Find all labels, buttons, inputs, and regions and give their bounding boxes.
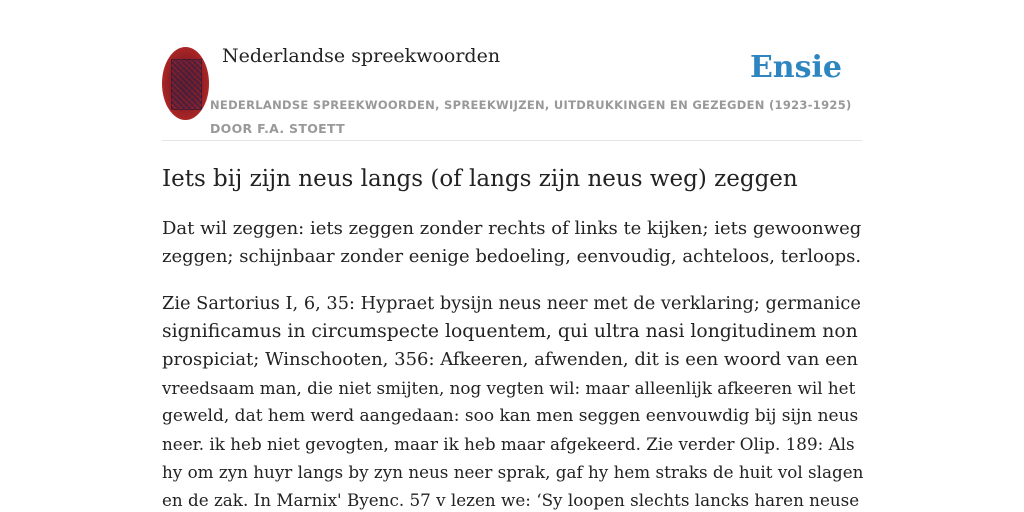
explanation-paragraph [162, 290, 864, 512]
paragraph-line: hy om zyn huyr langs by zyn neus neer sprak, gaf hy hem straks de huit vol slagen [162, 462, 864, 482]
definition-paragraph [162, 215, 864, 271]
paragraph-line: Zie Sartorius I, 6, 35: Hypraet bysijn neus neer met de verklaring; germanice [162, 294, 861, 314]
site-header [162, 44, 862, 141]
source-title[interactable]: NEDERLANDSE SPREEKWOORDEN, SPREEKWIJZEN, UITDRUKKINGEN EN GEZEGDEN (1923-1925) [210, 98, 852, 112]
paragraph-line: en de zak. In Marnix' Byenc. 57 v lezen we: ‘Sy loopen slechts lancks haren neuse [162, 490, 860, 510]
source-subtitle [210, 93, 852, 141]
paragraph-line: prospiciat; Winschooten, 356: Afkeeren, afwenden, dit is een woord van een [162, 349, 858, 370]
paragraph-line: significamus in circumspecte loquentem, qui ultra nasi longitudinem non [162, 321, 858, 342]
book-cover-pattern [171, 59, 202, 110]
entry-title: Iets bij zijn neus langs (of langs zijn neus weg) zeggen [162, 166, 798, 192]
paragraph-line: geweld, dat hem werd aangedaan: soo kan men seggen eenvouwdig bij sijn neus [162, 406, 859, 426]
entry-content [162, 162, 864, 512]
book-cover-image[interactable] [162, 47, 209, 120]
source-author: DOOR F.A. STOETT [210, 121, 345, 136]
paragraph-line: Dat wil zeggen: iets zeggen zonder rechts of links te kijken; iets gewoonweg [162, 218, 862, 239]
brand-logo[interactable]: Ensie [749, 50, 842, 85]
site-title[interactable]: Nederlandse spreekwoorden [222, 45, 501, 67]
paragraph-line: neer. ik heb niet gevogten, maar ik heb maar afgekeerd. Zie verder Olip. 189: Als [162, 434, 855, 454]
paragraph-line: vreedsaam man, die niet smijten, nog vegten wil: maar alleenlijk afkeeren wil het [162, 378, 856, 398]
paragraph-line: zeggen; schijnbaar zonder eenige bedoeling, eenvoudig, achteloos, terloops. [162, 246, 862, 267]
